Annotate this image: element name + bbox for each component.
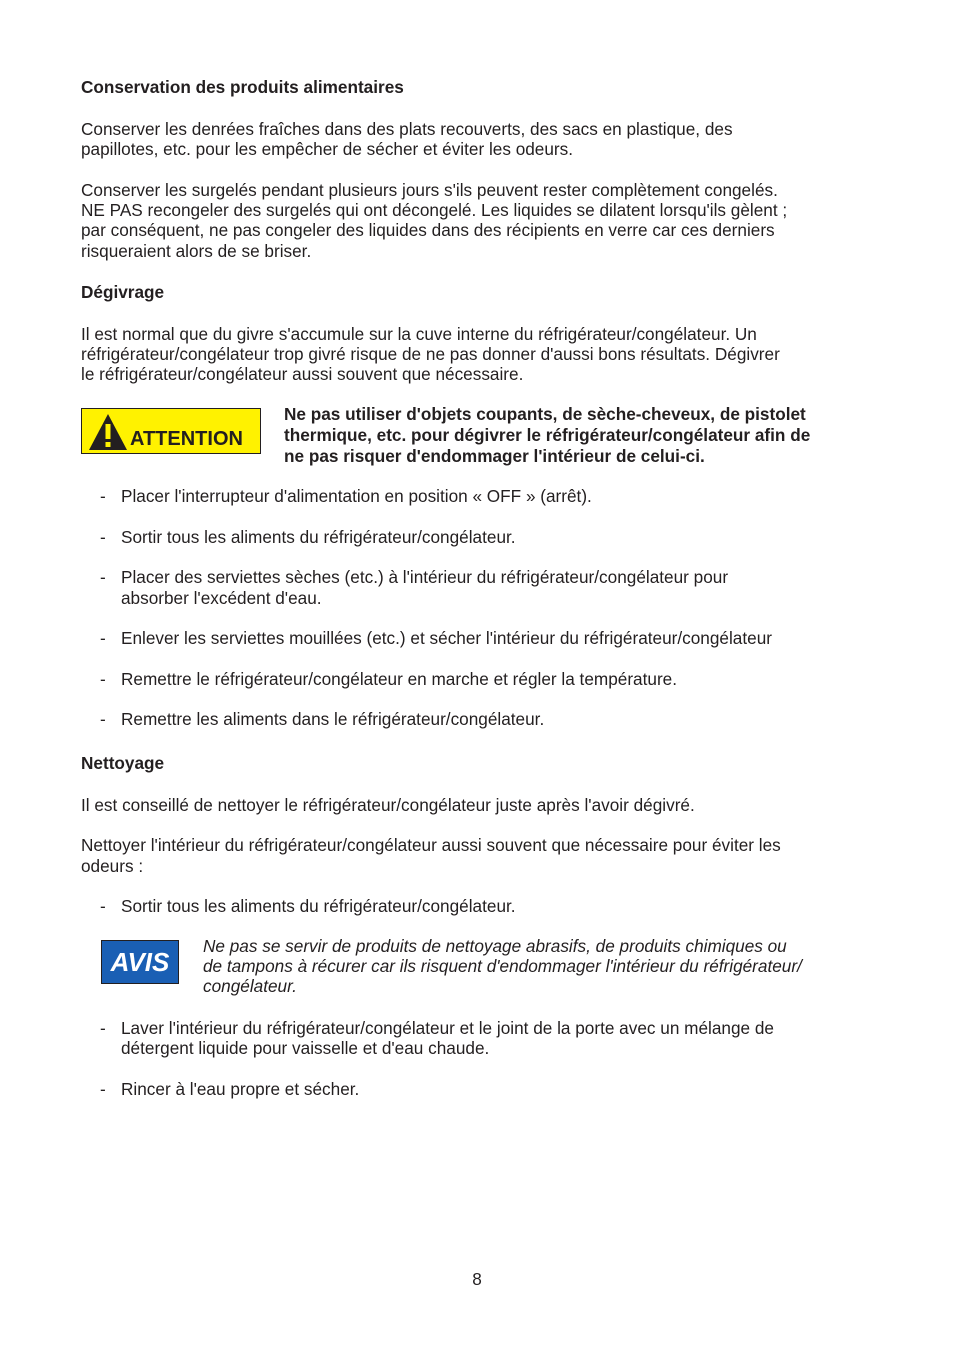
warning-icon xyxy=(88,413,128,451)
list-dash: - xyxy=(100,709,106,729)
paragraph-line: papillotes, etc. pour les empêcher de sécher et éviter les odeurs. xyxy=(81,139,574,159)
list-dash: - xyxy=(100,567,106,587)
avis-line: de tampons à récurer car ils risquent d'endommager l'intérieur du réfrigérateur/ xyxy=(203,956,802,976)
avis-line: Ne pas se servir de produits de nettoyage abrasifs, de produits chimiques ou xyxy=(203,936,787,956)
list-dash: - xyxy=(100,527,106,547)
list-item: Sortir tous les aliments du réfrigérateur/congélateur. xyxy=(121,896,516,916)
paragraph-line: odeurs : xyxy=(81,856,144,876)
paragraph-line: Nettoyer l'intérieur du réfrigérateur/congélateur aussi souvent que nécessaire pour éviter les xyxy=(81,835,781,855)
paragraph-line: Conserver les surgelés pendant plusieurs jours s'ils peuvent rester complètement congelés. xyxy=(81,180,778,200)
paragraph-line: Il est normal que du givre s'accumule sur la cuve interne du réfrigérateur/congélateur. Un xyxy=(81,324,757,344)
list-item: Placer des serviettes sèches (etc.) à l'intérieur du réfrigérateur/congélateur pour xyxy=(121,567,729,587)
page-number: 8 xyxy=(472,1269,482,1289)
paragraph-line: Conserver les denrées fraîches dans des plats recouverts, des sacs en plastique, des xyxy=(81,119,733,139)
list-item-continued: détergent liquide pour vaisselle et d'eau chaude. xyxy=(121,1038,490,1058)
paragraph-line: le réfrigérateur/congélateur aussi souvent que nécessaire. xyxy=(81,364,524,384)
list-item: Sortir tous les aliments du réfrigérateur/congélateur. xyxy=(121,527,516,547)
attention-label: ATTENTION xyxy=(130,428,243,450)
heading-conservation: Conservation des produits alimentaires xyxy=(81,77,404,97)
list-dash: - xyxy=(100,486,106,506)
list-item: Remettre le réfrigérateur/congélateur en marche et régler la température. xyxy=(121,669,678,689)
list-item-continued: absorber l'excédent d'eau. xyxy=(121,588,322,608)
avis-badge xyxy=(101,940,179,984)
attention-badge xyxy=(81,408,261,454)
paragraph-line: par conséquent, ne pas congeler des liquides dans des récipients en verre car ces derniers xyxy=(81,220,775,240)
avis-line: congélateur. xyxy=(203,976,297,996)
list-dash: - xyxy=(100,628,106,648)
list-dash: - xyxy=(100,669,106,689)
attention-line: Ne pas utiliser d'objets coupants, de sèche-cheveux, de pistolet xyxy=(284,404,806,424)
list-dash: - xyxy=(100,1079,106,1099)
list-item: Rincer à l'eau propre et sécher. xyxy=(121,1079,360,1099)
list-dash: - xyxy=(100,896,106,916)
list-item: Remettre les aliments dans le réfrigérateur/congélateur. xyxy=(121,709,545,729)
paragraph-line: Il est conseillé de nettoyer le réfrigérateur/congélateur juste après l'avoir dégivré. xyxy=(81,795,695,815)
list-item: Enlever les serviettes mouillées (etc.) et sécher l'intérieur du réfrigérateur/congélateur xyxy=(121,628,772,648)
list-item: Placer l'interrupteur d'alimentation en position « OFF » (arrêt). xyxy=(121,486,592,506)
paragraph-line: réfrigérateur/congélateur trop givré risque de ne pas donner d'aussi bons résultats. Dégivrer xyxy=(81,344,780,364)
avis-label: AVIS xyxy=(110,947,170,977)
paragraph-line: NE PAS recongeler des surgelés qui ont décongelé. Les liquides se dilatent lorsqu'ils gèlent ; xyxy=(81,200,788,220)
list-item: Laver l'intérieur du réfrigérateur/congélateur et le joint de la porte avec un mélange de xyxy=(121,1018,774,1038)
paragraph-line: risqueraient alors de se briser. xyxy=(81,241,312,261)
heading-nettoyage: Nettoyage xyxy=(81,753,165,773)
attention-line: ne pas risquer d'endommager l'intérieur de celui-ci. xyxy=(284,446,705,466)
list-dash: - xyxy=(100,1018,106,1038)
heading-degivrage: Dégivrage xyxy=(81,282,165,302)
attention-line: thermique, etc. pour dégivrer le réfrigérateur/congélateur afin de xyxy=(284,425,811,445)
